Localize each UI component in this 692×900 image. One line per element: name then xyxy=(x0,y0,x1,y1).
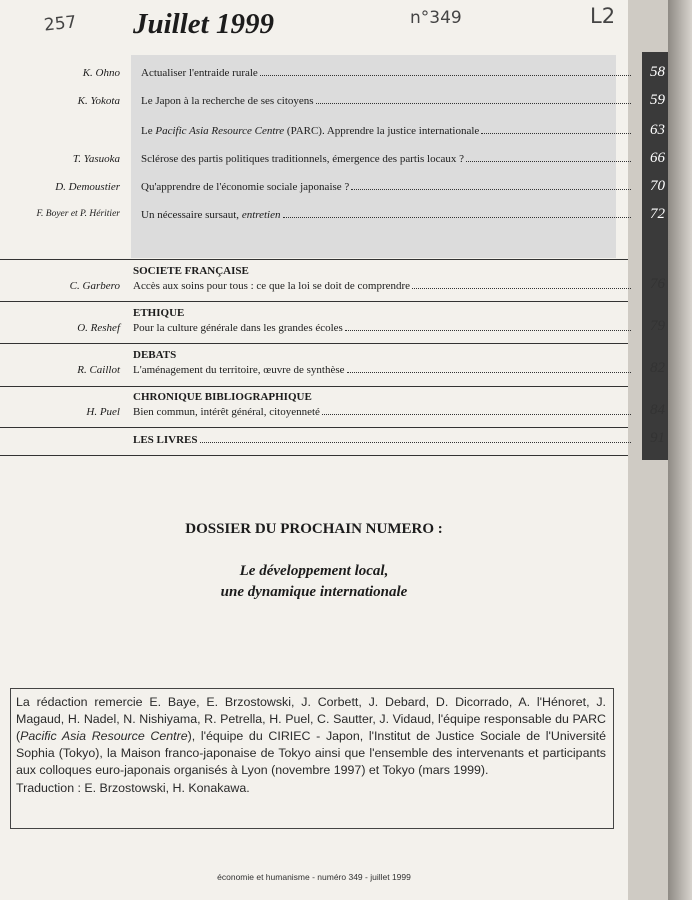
page-number: 91 xyxy=(650,430,665,446)
toc-entry[interactable] xyxy=(133,280,633,292)
entry-title: Qu'apprendre de l'économie sociale japonaise ? xyxy=(141,181,350,193)
section-heading: ETHIQUE xyxy=(133,307,185,319)
next-issue-subtitle: une dynamique internationale xyxy=(220,584,408,600)
toc-entry[interactable] xyxy=(133,364,633,376)
entry-title: Un nécessaire sursaut, entretien xyxy=(141,209,281,221)
page-number: 59 xyxy=(650,92,665,108)
entry-title: Sclérose des partis politiques traditionnels, émergence des partis locaux ? xyxy=(141,153,464,165)
entry-author: F. Boyer et P. Héritier xyxy=(36,209,120,219)
section-heading: SOCIETE FRANÇAISE xyxy=(133,265,249,277)
page-number: 70 xyxy=(650,178,665,194)
handwritten-issue-number: n°349 xyxy=(410,8,462,28)
page-number: 66 xyxy=(650,150,665,166)
acknowledgements-text: La rédaction remercie E. Baye, E. Brzostowski, J. Corbett, J. Debard, D. Dicorrado, A. l'Hénoret, J. Magaud, H. Nadel, N. Nishiyama, R. Petrella, H. Puel, C. Sautter, J. Vidaud, l'équipe responsable du PARC (Pacific Asia Resource Centre), l'équipe du CIRIEC - Japon, l'Institut de Justice Sociale de l'Université Sophia (Tokyo), la Maison franco-japonaise de Tokyo ainsi que l'ensemble des intervenants et participants aux colloques euro-japonais organisés à Lyon (novembre 1997) et Tokyo (mars 1999). xyxy=(16,695,606,777)
section-divider xyxy=(0,259,628,260)
page-number-strip xyxy=(642,52,668,460)
page-number: 76 xyxy=(650,276,665,292)
entry-title: Bien commun, intérêt général, citoyenneté xyxy=(133,406,320,418)
section-divider xyxy=(0,343,628,344)
entry-title: Actualiser l'entraide rurale xyxy=(141,67,258,79)
page-title: Juillet 1999 xyxy=(133,8,274,40)
translation-credit: Traduction : E. Brzostowski, H. Konakawa. xyxy=(16,781,250,795)
next-issue-heading: DOSSIER DU PROCHAIN NUMERO : xyxy=(185,521,443,537)
toc-entry[interactable] xyxy=(141,125,633,137)
acknowledgements-box xyxy=(10,688,614,829)
page-number: 82 xyxy=(650,360,665,376)
handwritten-note-left: 257 xyxy=(43,12,78,36)
toc-entry[interactable] xyxy=(141,181,633,193)
entry-title: Le Japon à la recherche de ses citoyens xyxy=(141,95,314,107)
entry-author: D. Demoustier xyxy=(55,181,120,193)
handwritten-note-right: L2 xyxy=(590,4,616,28)
entry-author: O. Reshef xyxy=(77,322,120,334)
section-divider xyxy=(0,455,628,456)
entry-author: K. Ohno xyxy=(82,67,120,79)
entry-author: T. Yasuoka xyxy=(72,153,120,165)
entry-title: Pour la culture générale dans les grandes écoles xyxy=(133,322,343,334)
entry-author: K. Yokota xyxy=(77,95,120,107)
toc-entry[interactable] xyxy=(141,95,633,107)
entry-author: C. Garbero xyxy=(69,280,120,292)
page-number: 63 xyxy=(650,122,665,138)
section-divider xyxy=(0,301,628,302)
toc-entry[interactable] xyxy=(141,153,633,165)
toc-entry[interactable] xyxy=(133,434,633,446)
page-number: 84 xyxy=(650,402,665,418)
page-number: 79 xyxy=(650,318,665,334)
section-heading: LES LIVRES xyxy=(133,434,198,446)
page-number: 72 xyxy=(650,206,665,222)
page-footer: économie et humanisme - numéro 349 - juillet 1999 xyxy=(217,872,411,882)
toc-entry[interactable] xyxy=(141,67,633,79)
entry-title: L'aménagement du territoire, œuvre de synthèse xyxy=(133,364,345,376)
section-divider xyxy=(0,427,628,428)
section-heading: CHRONIQUE BIBLIOGRAPHIQUE xyxy=(133,391,312,403)
entry-title: Le Pacific Asia Resource Centre (PARC). Apprendre la justice internationale xyxy=(141,125,480,137)
toc-entry[interactable] xyxy=(141,209,633,221)
section-divider xyxy=(0,386,628,387)
entry-author: R. Caillot xyxy=(77,364,120,376)
entry-title: Accès aux soins pour tous : ce que la loi se doit de comprendre xyxy=(133,280,411,292)
page-number: 58 xyxy=(650,64,665,80)
toc-entry[interactable] xyxy=(133,406,633,418)
entry-author: H. Puel xyxy=(86,406,120,418)
toc-entry[interactable] xyxy=(133,322,633,334)
next-issue-subtitle: Le développement local, xyxy=(239,563,389,579)
section-heading: DEBATS xyxy=(133,349,177,361)
